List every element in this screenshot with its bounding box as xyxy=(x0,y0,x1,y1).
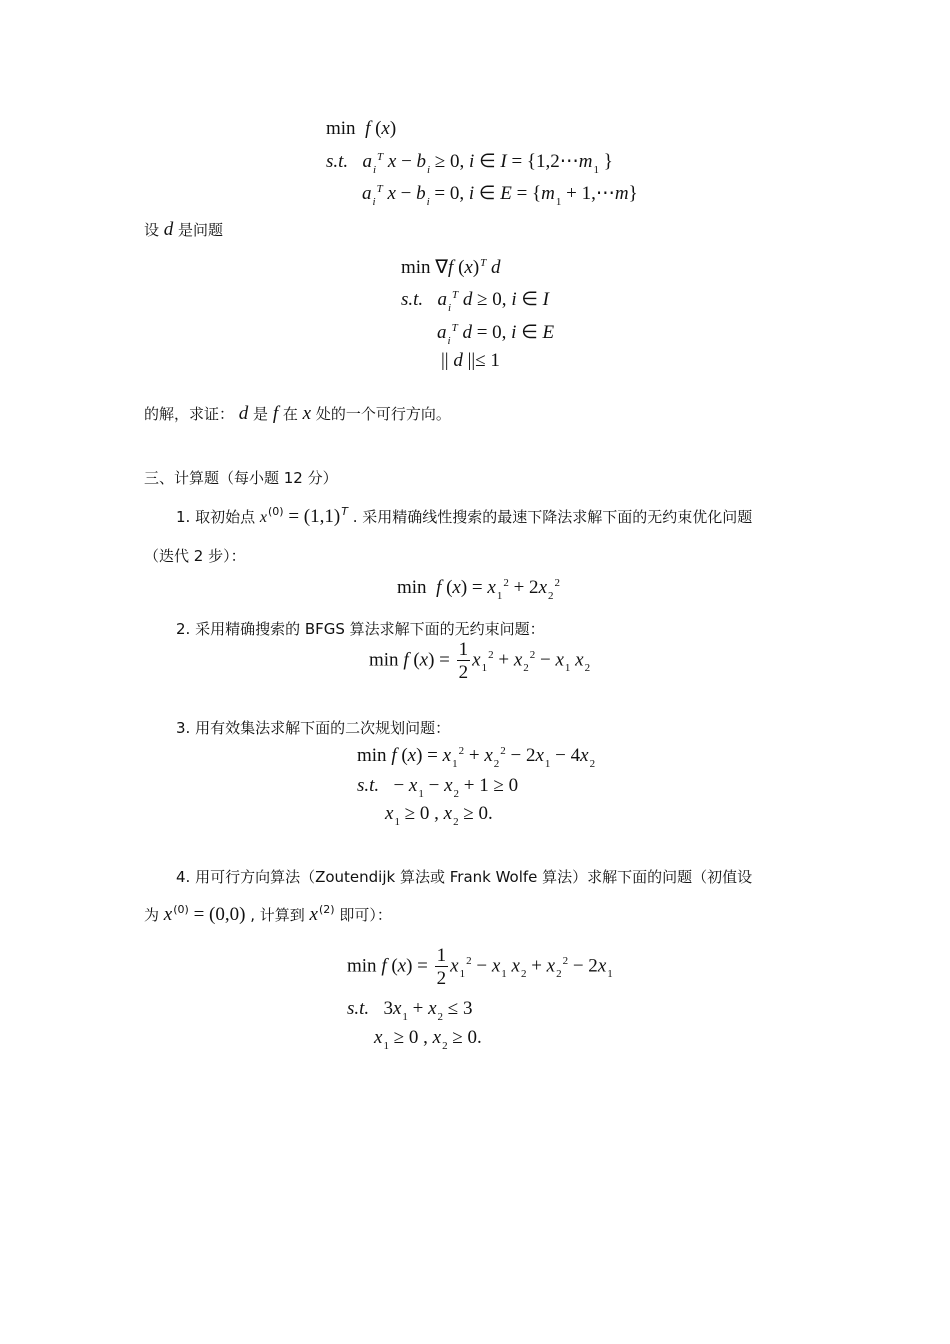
section-heading: 三、计算题（每小题 12 分） xyxy=(144,469,338,487)
q4-text: 4. 用可行方向算法（Zoutendijk 算法或 Frank Wolfe 算法）求解下面的问题（初值设 xyxy=(176,868,753,886)
q4-text-cont: 为 $x^{(0)} = (0,0)$ , 计算到 $x^{(2)}$ 即可）： xyxy=(144,903,392,925)
formula-constraint-2c: || d ||≤ 1 xyxy=(441,350,500,371)
intro-text: 设 d 是问题 xyxy=(144,219,224,240)
q2-formula: min f (x) = $\frac{1}{2}$ $x_1^2 + x_2^2 - x_1$ $x_2$ xyxy=(369,639,591,683)
q3-objective: min f $(x) = x_1^2 + x_2^2 - 2x_1 - 4x_2$ xyxy=(357,745,596,770)
formula-objective-1: min f (x) xyxy=(326,118,397,139)
formula-objective-2: min ∇f $(x)^T$ d xyxy=(401,257,501,278)
q1-formula: min f $(x) = x_1^2 + 2x_2^2$ xyxy=(397,577,560,602)
formula-constraint-2a: s.t. $a_i^T$ d ≥ 0, i ∈ I xyxy=(401,289,549,314)
q4-constraint-2: $x_1 \ge 0$ , $x_2 \ge 0$. xyxy=(374,1027,482,1052)
q2-text: 2. 采用精确搜索的 BFGS 算法求解下面的无约束问题： xyxy=(176,620,545,638)
q3-constraint-2: $x_1 \ge 0$ , $x_2 \ge 0$. xyxy=(385,803,493,828)
q1-text-cont: （迭代 2 步）： xyxy=(144,547,246,565)
q4-objective: min f (x) = $\frac{1}{2}$ $x_1^2 - x_1$ $x_2 + x_2^2 - 2x_1$ xyxy=(347,945,613,989)
formula-constraint-eq: $a_i^T$ $x - b_i = 0$, i ∈ $E = \{m_1$ + 1,⋯m} xyxy=(362,183,638,208)
conclusion-text: 的解，求证： d 是 f 在 x 处的一个可行方向。 xyxy=(144,403,451,424)
formula-constraint-2b: $a_i^T$ d = 0, i ∈ E xyxy=(437,322,555,347)
q3-text: 3. 用有效集法求解下面的二次规划问题： xyxy=(176,719,451,737)
q3-constraint-1: s.t. − $x_1 - x_2 + 1 \ge 0$ xyxy=(357,775,519,800)
q4-constraint-1: s.t. $3x_1 + x_2 \le 3$ xyxy=(347,998,473,1023)
q1-text: 1. 取初始点 $x^{(0)} = (1,1)^T$ . 采用精确线性搜索的最速下降法求解下面的无约束优化问题 xyxy=(176,505,753,527)
formula-constraint-ineq: s.t. $a_i^T$ $x - b_i \ge 0$, i ∈ $I = \{1,2\cdots m_1$ } xyxy=(326,151,613,176)
